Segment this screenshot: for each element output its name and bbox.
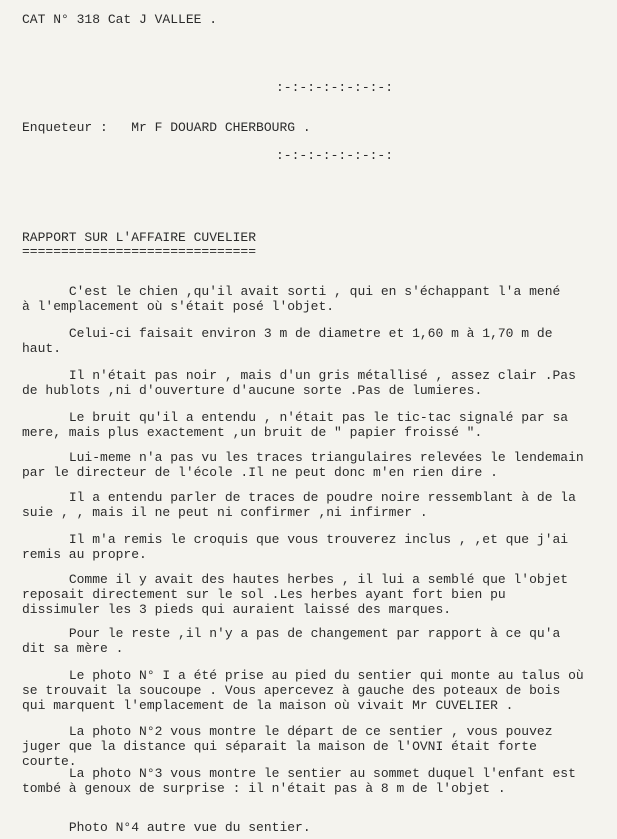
paragraph-1: C'est le chien ,qu'il avait sorti , qui en s'échappant l'a mené à l'emplacement où s'était posé l'objet. xyxy=(22,284,561,314)
investigator-line xyxy=(22,120,311,135)
paragraph-7: Il m'a remis le croquis que vous trouverez inclus , ,et que j'ai remis au propre. xyxy=(22,532,569,562)
paragraph-2: Celui-ci faisait environ 3 m de diametre et 1,60 m à 1,70 m de haut. xyxy=(22,326,553,356)
paragraph-11: La photo N°2 vous montre le départ de ce sentier , vous pouvez juger que la distance qui séparait la maison de l'OVNI était forte courte. xyxy=(22,724,553,769)
paragraph-8: Comme il y avait des hautes herbes , il lui a semblé que l'objet reposait directement sur le sol .Les herbes ayant fort bien pu dissimuler les 3 pieds qui auraient laissé des marques. xyxy=(22,572,569,617)
report-title: RAPPORT SUR L'AFFAIRE CUVELIER xyxy=(22,230,257,245)
paragraph-4: Le bruit qu'il a entendu , n'était pas le tic-tac signalé par sa mere, mais plus exactement ,un bruit de " papier froissé ". xyxy=(22,410,569,440)
paragraph-12: La photo N°3 vous montre le sentier au sommet duquel l'enfant est tombé à genoux de surprise : il n'était pas à 8 m de l'objet . xyxy=(22,766,576,796)
paragraph-3: Il n'était pas noir , mais d'un gris métallisé , assez clair .Pas de hublots ,ni d'ouverture d'aucune sorte .Pas de lumieres. xyxy=(22,368,576,398)
paragraph-6: Il a entendu parler de traces de poudre noire ressemblant à de la suie , , mais il ne peut ni confirmer ,ni infirmer . xyxy=(22,490,576,520)
catalog-header: CAT N° 318 Cat J VALLEE . xyxy=(22,12,218,27)
separator-top: :-:-:-:-:-:-:-: xyxy=(276,80,394,95)
report-title-underline: ============================== xyxy=(22,244,257,259)
paragraph-5: Lui-meme n'a pas vu les traces triangulaires relevées le lendemain par le directeur de l'école .Il ne peut donc m'en rien dire . xyxy=(22,450,584,480)
separator-bottom: :-:-:-:-:-:-:-: xyxy=(276,148,394,163)
paragraph-13: Photo N°4 autre vue du sentier. xyxy=(22,820,311,835)
investigator-label: Enqueteur : xyxy=(22,120,108,135)
paragraph-10: Le photo N° I a été prise au pied du sentier qui monte au talus où se trouvait la soucoupe . Vous apercevez à gauche des poteaux de bois qui marquent l'emplacement de la maison où vivait Mr CUVELIER . xyxy=(22,668,584,713)
investigator-name: Mr F DOUARD CHERBOURG . xyxy=(131,120,311,135)
paragraph-9: Pour le reste ,il n'y a pas de changement par rapport à ce qu'a dit sa mère . xyxy=(22,626,561,656)
